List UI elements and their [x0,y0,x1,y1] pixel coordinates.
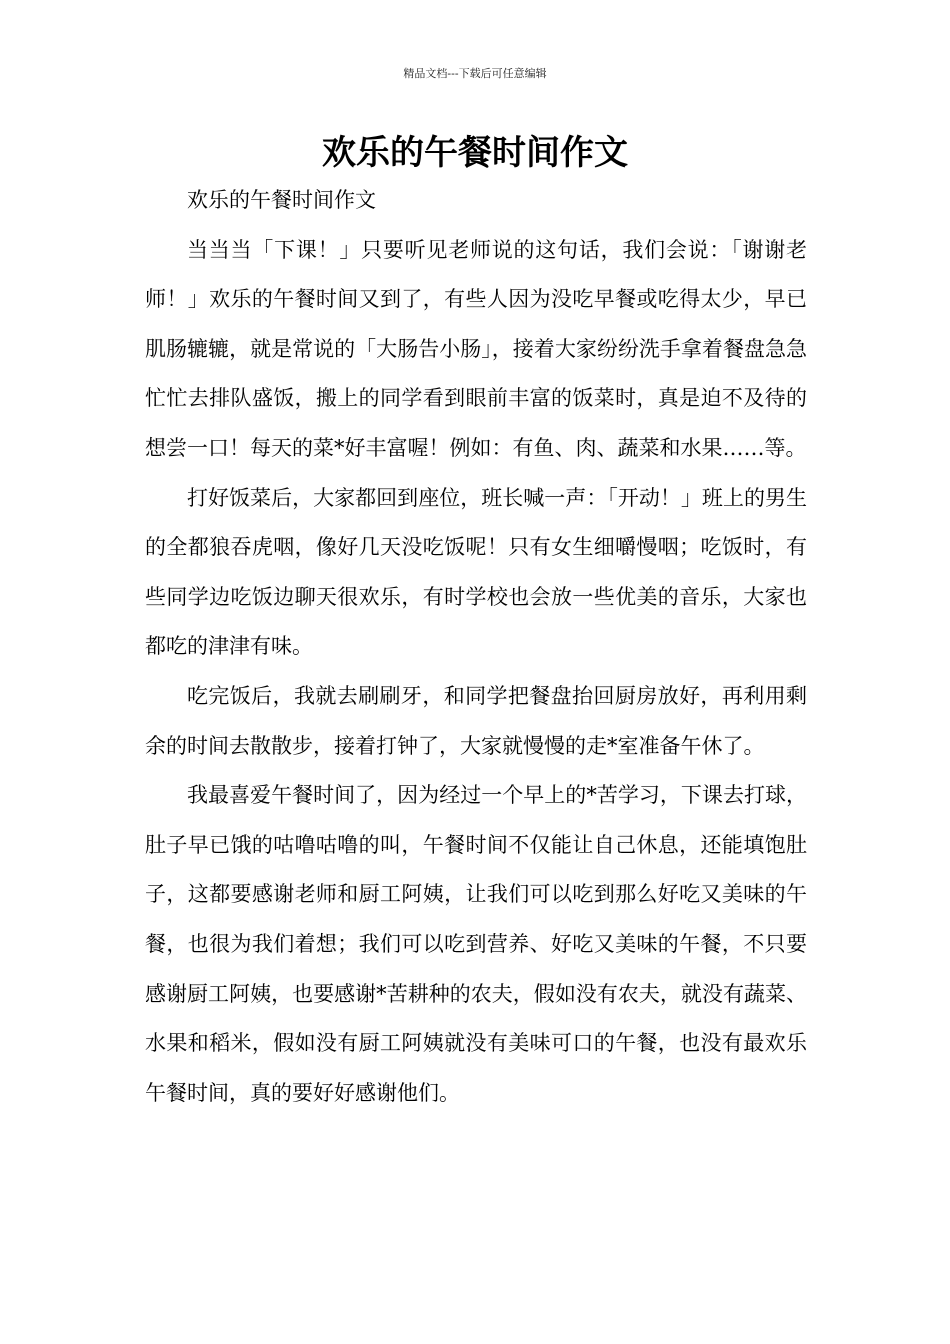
paragraph: 吃完饭后，我就去刷刷牙，和同学把餐盘抬回厨房放好，再利用剩余的时间去散散步，接着打钟了，大家就慢慢的走*室准备午休了。 [145,683,807,758]
document-title: 欢乐的午餐时间作文 [322,133,628,173]
paragraph: 我最喜爱午餐时间了，因为经过一个早上的*苦学习，下课去打球，肚子早已饿的咕噜咕噜的叫，午餐时间不仅能让自己休息，还能填饱肚子，这都要感谢老师和厨工阿姨，让我们可以吃到那么好吃又美味的午餐，也很为我们着想；我们可以吃到营养、好吃又美味的午餐，不只要感谢厨工阿姨，也要感谢*苦耕种的农夫，假如没有农夫，就没有蔬菜、水果和稻米，假如没有厨工阿姨就没有美味可口的午餐，也没有最欢乐午餐时间，真的要好好感谢他们。 [145,783,807,1105]
paragraph: 打好饭菜后，大家都回到座位，班长喊一声：「开动！」班上的男生的全都狼吞虎咽，像好几天没吃饭呢！只有女生细嚼慢咽；吃饭时，有些同学边吃饭边聊天很欢乐，有时学校也会放一些优美的音乐，大家也都吃的津津有味。 [145,485,807,659]
paragraph-subtitle: 欢乐的午餐时间作文 [187,188,376,212]
paragraph: 当当当「下课！」只要听见老师说的这句话，我们会说：「谢谢老师！」欢乐的午餐时间又到了，有些人因为没吃早餐或吃得太少，早已肌肠辘辘，就是常说的「大肠告小肠」，接着大家纷纷洗手拿着餐盘急急忙忙去排队盛饭，搬上的同学看到眼前丰富的饭菜时，真是迫不及待的想尝一口！每天的菜*好丰富喔！例如：有鱼、肉、蔬菜和水果……等。 [145,237,807,460]
document-body [145,176,807,1118]
header-note: 精品文档---下载后可任意编辑 [403,67,547,80]
